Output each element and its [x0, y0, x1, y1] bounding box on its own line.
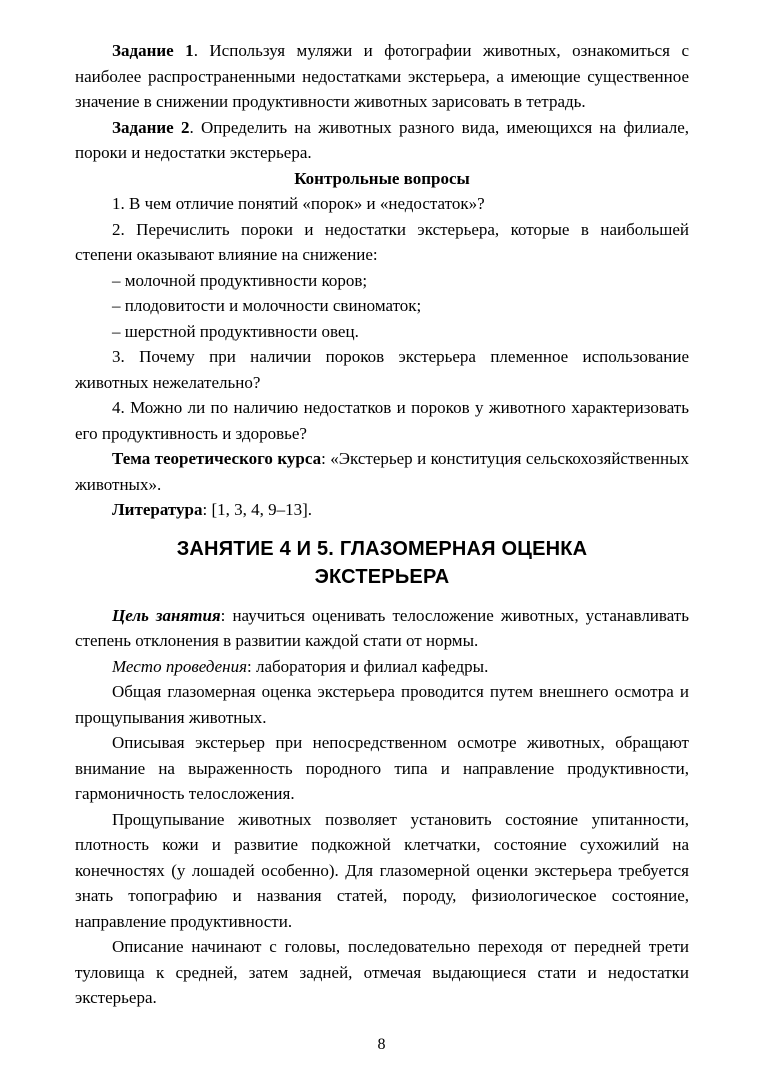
body-paragraph-2: Описывая экстерьер при непосредственном осмотре животных, обращают внимание на выраженность породного типа и направление продуктивности, гармоничность телосложения.: [75, 733, 689, 803]
theme-lead: Тема теоретического курса: [112, 449, 322, 468]
section-heading-line-1: ЗАНЯТИЕ 4 И 5. ГЛАЗОМЕРНАЯ ОЦЕНКА: [176, 537, 588, 560]
goal-text: : научиться оценивать телосложение животных, устанавливать степень отклонения в развитии каждой стати от нормы.: [75, 605, 689, 650]
dash-item-1: – молочной продуктивности коров;: [112, 270, 368, 290]
dash-item-3: – шерстной продуктивности овец.: [112, 321, 359, 341]
body-paragraph-4: Описание начинают с головы, последовательно переходя от передней трети туловища к средней, затем задней, отмечая выдающиеся стати и недостатки экстерьера.: [75, 937, 689, 1007]
goal-lead: Цель занятия: [112, 605, 221, 625]
literature-paragraph: [75, 497, 689, 523]
paragraph-task-2: [75, 115, 689, 166]
page-content: [75, 38, 689, 1011]
theme-paragraph: [75, 446, 689, 497]
goal-paragraph: [75, 603, 689, 654]
dash-item-2: – плодовитости и молочности свиноматок;: [112, 296, 422, 315]
place-lead: Место проведения: [112, 656, 248, 676]
body-paragraph-3: Прощупывание животных позволяет установить состояние упитанности, плотность кожи и развитие подкожной клетчатки, состояние сухожилий на конечностях (у лошадей особенно). Для глазомерной оценки экстерьера требуется знать топографию и названия статей, породу, физиологическое состояние, направление продуктивности.: [75, 809, 689, 931]
literature-lead: Литература: [112, 500, 203, 519]
theme-text: : «Экстерьер и конституция сельскохозяйственных животных».: [75, 449, 689, 494]
place-text: : лаборатория и филиал кафедры.: [247, 656, 489, 676]
place-paragraph: [75, 654, 689, 680]
task-2-text: . Определить на животных разного вида, имеющихся на филиале, пороки и недостатки экстерьера.: [75, 117, 689, 162]
section-heading-line-2: ЭКСТЕРЬЕРА: [314, 565, 450, 588]
body-paragraph-1: Общая глазомерная оценка экстерьера проводится путем внешнего осмотра и прощупывания животных.: [75, 682, 689, 727]
paragraph-task-1: [75, 38, 689, 115]
control-questions-heading: Контрольные вопросы: [294, 168, 470, 188]
question-item-2: 2. Перечислить пороки и недостатки экстерьера, которые в наибольшей степени оказывают влияние на снижение:: [75, 219, 689, 264]
question-item-1: 1. В чем отличие понятий «порок» и «недостаток»?: [112, 194, 485, 213]
question-item-3: 3. Почему при наличии пороков экстерьера племенное использование животных нежелательно?: [75, 347, 689, 392]
question-item-4: 4. Можно ли по наличию недостатков и пороков у животного характеризовать его продуктивность и здоровье?: [75, 398, 689, 443]
literature-text: : [1, 3, 4, 9–13].: [202, 500, 313, 519]
task-1-lead: Задание 1: [112, 41, 194, 60]
task-2-lead: Задание 2: [112, 117, 190, 137]
page-number: 8: [377, 1035, 386, 1053]
task-1-text: . Используя муляжи и фотографии животных, ознакомиться с наиболее распространенными недостатками экстерьера, а имеющие существенное значение в снижении продуктивности животных зарисовать в тетрадь.: [75, 41, 689, 111]
section-heading: [75, 535, 689, 591]
